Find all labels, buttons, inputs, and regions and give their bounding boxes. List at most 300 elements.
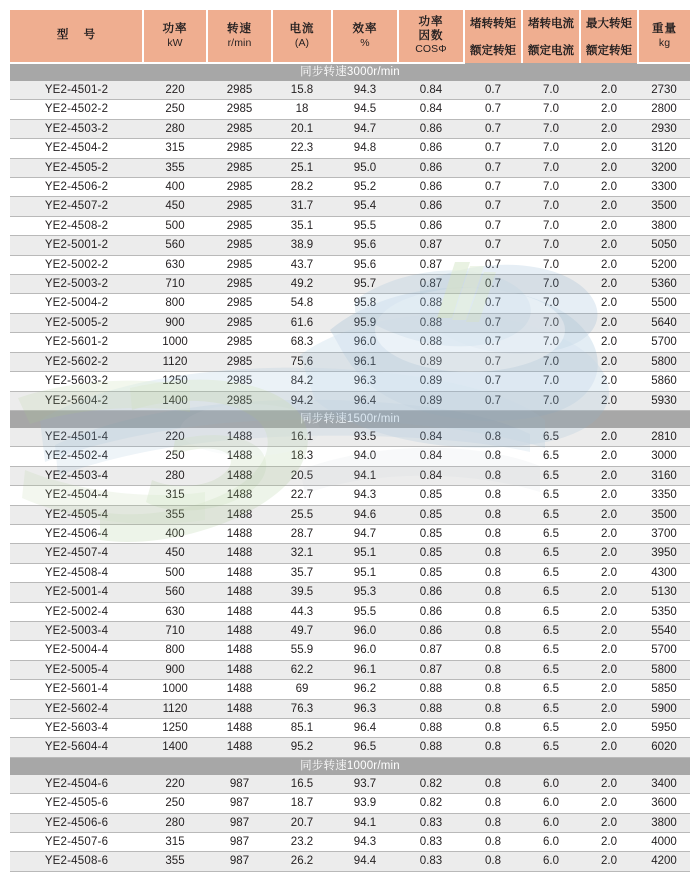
cell-model: YE2-4502-4	[10, 447, 143, 466]
table-row	[10, 719, 690, 738]
cell-value: 96.0	[332, 621, 398, 640]
cell-value: 1488	[207, 719, 272, 738]
cell-value: 5700	[638, 641, 690, 660]
cell-value: 1488	[207, 660, 272, 679]
cell-value: 3160	[638, 466, 690, 485]
cell-value: 5900	[638, 699, 690, 718]
cell-value: 2985	[207, 236, 272, 255]
cell-value: 3500	[638, 197, 690, 216]
cell-value: 95.5	[332, 216, 398, 235]
cell-value: 2.0	[580, 680, 638, 699]
cell-value: 96.3	[332, 372, 398, 391]
cell-value: 220	[143, 81, 207, 100]
cell-value: 4200	[638, 852, 690, 871]
column-header-power-factor: 功率 因数 COSΦ	[398, 10, 464, 63]
cell-value: 0.7	[464, 255, 522, 274]
cell-model: YE2-4504-6	[10, 775, 143, 794]
cell-value: 0.7	[464, 81, 522, 100]
cell-value: 28.2	[272, 178, 332, 197]
table-row	[10, 680, 690, 699]
cell-model: YE2-4507-2	[10, 197, 143, 216]
cell-value: 0.8	[464, 833, 522, 852]
cell-value: 7.0	[522, 352, 580, 371]
cell-value: 450	[143, 197, 207, 216]
cell-value: 0.86	[398, 139, 464, 158]
cell-value: 2.0	[580, 660, 638, 679]
cell-value: 1488	[207, 602, 272, 621]
cell-value: 800	[143, 294, 207, 313]
cell-value: 0.88	[398, 313, 464, 332]
cell-value: 94.1	[332, 466, 398, 485]
table-row	[10, 524, 690, 543]
cell-value: 1400	[143, 391, 207, 410]
cell-value: 2.0	[580, 372, 638, 391]
cell-value: 6020	[638, 738, 690, 757]
cell-value: 355	[143, 158, 207, 177]
cell-value: 96.1	[332, 660, 398, 679]
cell-value: 6.0	[522, 852, 580, 871]
cell-model: YE2-5602-2	[10, 352, 143, 371]
cell-value: 560	[143, 583, 207, 602]
cell-model: YE2-5004-2	[10, 294, 143, 313]
cell-value: 76.3	[272, 699, 332, 718]
cell-value: 18.3	[272, 447, 332, 466]
cell-value: 0.7	[464, 100, 522, 119]
cell-value: 2985	[207, 313, 272, 332]
cell-value: 95.4	[332, 197, 398, 216]
cell-value: 2985	[207, 255, 272, 274]
cell-value: 6.0	[522, 833, 580, 852]
cell-value: 94.2	[272, 391, 332, 410]
cell-model: YE2-4505-6	[10, 794, 143, 813]
cell-value: 710	[143, 275, 207, 294]
cell-value: 7.0	[522, 294, 580, 313]
cell-value: 2.0	[580, 852, 638, 871]
table-row	[10, 255, 690, 274]
cell-value: 1400	[143, 738, 207, 757]
cell-model: YE2-5001-2	[10, 236, 143, 255]
cell-value: 94.3	[332, 486, 398, 505]
cell-value: 0.7	[464, 178, 522, 197]
cell-value: 2.0	[580, 428, 638, 447]
cell-value: 2.0	[580, 641, 638, 660]
cell-value: 0.7	[464, 372, 522, 391]
cell-value: 6.5	[522, 428, 580, 447]
cell-value: 7.0	[522, 119, 580, 138]
table-row	[10, 641, 690, 660]
cell-value: 0.85	[398, 563, 464, 582]
cell-value: 2.0	[580, 486, 638, 505]
cell-value: 0.86	[398, 602, 464, 621]
cell-value: 220	[143, 428, 207, 447]
cell-value: 0.8	[464, 719, 522, 738]
cell-value: 85.1	[272, 719, 332, 738]
cell-model: YE2-4501-4	[10, 428, 143, 447]
cell-value: 15.8	[272, 81, 332, 100]
section-label: 同步转速1500r/min	[10, 410, 690, 428]
cell-value: 6.5	[522, 641, 580, 660]
cell-value: 6.0	[522, 775, 580, 794]
cell-value: 1488	[207, 563, 272, 582]
column-header-locked-current-top: 堵转电流	[522, 10, 580, 37]
cell-value: 6.5	[522, 660, 580, 679]
cell-value: 1120	[143, 352, 207, 371]
cell-value: 0.7	[464, 139, 522, 158]
cell-value: 0.7	[464, 333, 522, 352]
cell-value: 93.7	[332, 775, 398, 794]
table-row	[10, 699, 690, 718]
cell-value: 5500	[638, 294, 690, 313]
cell-value: 2985	[207, 391, 272, 410]
cell-value: 315	[143, 139, 207, 158]
cell-value: 95.9	[332, 313, 398, 332]
cell-value: 6.5	[522, 447, 580, 466]
cell-value: 2.0	[580, 833, 638, 852]
cell-value: 95.7	[332, 275, 398, 294]
cell-value: 3400	[638, 775, 690, 794]
cell-value: 20.5	[272, 466, 332, 485]
section-divider-row	[10, 410, 690, 428]
cell-value: 0.83	[398, 852, 464, 871]
cell-value: 5860	[638, 372, 690, 391]
cell-value: 0.87	[398, 641, 464, 660]
table-row	[10, 621, 690, 640]
table-row	[10, 275, 690, 294]
cell-value: 22.7	[272, 486, 332, 505]
cell-value: 3000	[638, 447, 690, 466]
cell-value: 2.0	[580, 775, 638, 794]
table-row	[10, 313, 690, 332]
cell-value: 0.86	[398, 158, 464, 177]
cell-value: 5800	[638, 660, 690, 679]
cell-value: 2985	[207, 178, 272, 197]
cell-model: YE2-5005-4	[10, 660, 143, 679]
cell-value: 5200	[638, 255, 690, 274]
cell-value: 250	[143, 447, 207, 466]
cell-value: 400	[143, 178, 207, 197]
cell-value: 6.5	[522, 466, 580, 485]
cell-value: 2985	[207, 275, 272, 294]
cell-value: 2.0	[580, 466, 638, 485]
table-row	[10, 505, 690, 524]
cell-value: 1488	[207, 466, 272, 485]
cell-value: 26.2	[272, 852, 332, 871]
cell-value: 2730	[638, 81, 690, 100]
cell-value: 2985	[207, 158, 272, 177]
cell-value: 1250	[143, 719, 207, 738]
table-body	[10, 63, 690, 871]
table-row	[10, 391, 690, 410]
cell-value: 1488	[207, 544, 272, 563]
table-row	[10, 602, 690, 621]
header-row-primary	[10, 10, 690, 37]
cell-value: 2.0	[580, 544, 638, 563]
cell-value: 0.8	[464, 583, 522, 602]
column-header-weight: 重量 kg	[638, 10, 690, 63]
cell-value: 6.5	[522, 486, 580, 505]
cell-value: 6.5	[522, 544, 580, 563]
cell-value: 18	[272, 100, 332, 119]
cell-model: YE2-4503-4	[10, 466, 143, 485]
cell-value: 49.7	[272, 621, 332, 640]
cell-value: 94.7	[332, 524, 398, 543]
cell-value: 0.8	[464, 813, 522, 832]
cell-value: 0.88	[398, 719, 464, 738]
cell-value: 95.1	[332, 544, 398, 563]
cell-value: 7.0	[522, 313, 580, 332]
cell-value: 2985	[207, 100, 272, 119]
cell-model: YE2-5604-4	[10, 738, 143, 757]
column-header-model: 型 号	[10, 10, 143, 63]
cell-value: 7.0	[522, 255, 580, 274]
cell-model: YE2-4501-2	[10, 81, 143, 100]
cell-value: 0.86	[398, 197, 464, 216]
cell-value: 2.0	[580, 197, 638, 216]
cell-value: 3500	[638, 505, 690, 524]
cell-value: 7.0	[522, 178, 580, 197]
cell-value: 355	[143, 505, 207, 524]
cell-value: 6.0	[522, 813, 580, 832]
table-header	[10, 10, 690, 63]
cell-value: 1488	[207, 680, 272, 699]
column-header-power: 功率 kW	[143, 10, 207, 63]
cell-value: 7.0	[522, 372, 580, 391]
cell-value: 95.2	[332, 178, 398, 197]
cell-value: 20.7	[272, 813, 332, 832]
cell-value: 2930	[638, 119, 690, 138]
cell-value: 2.0	[580, 139, 638, 158]
cell-value: 0.8	[464, 738, 522, 757]
cell-value: 0.88	[398, 294, 464, 313]
table-row	[10, 178, 690, 197]
cell-value: 1120	[143, 699, 207, 718]
cell-model: YE2-4505-2	[10, 158, 143, 177]
cell-value: 220	[143, 775, 207, 794]
table-row	[10, 466, 690, 485]
cell-value: 0.88	[398, 699, 464, 718]
cell-value: 25.5	[272, 505, 332, 524]
cell-value: 7.0	[522, 391, 580, 410]
cell-value: 95.1	[332, 563, 398, 582]
cell-value: 315	[143, 486, 207, 505]
cell-value: 0.8	[464, 852, 522, 871]
section-label: 同步转速1000r/min	[10, 757, 690, 775]
cell-value: 54.8	[272, 294, 332, 313]
column-header-current: 电流 (A)	[272, 10, 332, 63]
cell-value: 31.7	[272, 197, 332, 216]
cell-value: 1488	[207, 505, 272, 524]
cell-value: 0.84	[398, 428, 464, 447]
cell-value: 0.89	[398, 352, 464, 371]
cell-value: 800	[143, 641, 207, 660]
table-row	[10, 738, 690, 757]
cell-value: 0.8	[464, 699, 522, 718]
cell-value: 2.0	[580, 119, 638, 138]
cell-value: 94.6	[332, 505, 398, 524]
cell-value: 900	[143, 660, 207, 679]
cell-value: 5050	[638, 236, 690, 255]
cell-value: 6.5	[522, 719, 580, 738]
column-header-locked-current-bottom: 额定电流	[522, 37, 580, 64]
cell-value: 2985	[207, 352, 272, 371]
cell-value: 2.0	[580, 794, 638, 813]
cell-value: 5350	[638, 602, 690, 621]
cell-value: 93.9	[332, 794, 398, 813]
cell-value: 2.0	[580, 813, 638, 832]
cell-value: 0.83	[398, 813, 464, 832]
cell-value: 0.7	[464, 352, 522, 371]
cell-value: 0.85	[398, 524, 464, 543]
cell-value: 987	[207, 775, 272, 794]
cell-value: 0.86	[398, 119, 464, 138]
cell-model: YE2-5001-4	[10, 583, 143, 602]
cell-value: 560	[143, 236, 207, 255]
cell-value: 0.86	[398, 621, 464, 640]
cell-value: 35.7	[272, 563, 332, 582]
table-row	[10, 197, 690, 216]
cell-value: 7.0	[522, 158, 580, 177]
cell-value: 2985	[207, 197, 272, 216]
cell-value: 0.88	[398, 738, 464, 757]
cell-value: 95.5	[332, 602, 398, 621]
cell-model: YE2-4506-2	[10, 178, 143, 197]
cell-model: YE2-5603-4	[10, 719, 143, 738]
cell-model: YE2-4502-2	[10, 100, 143, 119]
cell-value: 96.5	[332, 738, 398, 757]
cell-value: 0.89	[398, 391, 464, 410]
table-row	[10, 447, 690, 466]
cell-value: 280	[143, 813, 207, 832]
table-row	[10, 660, 690, 679]
cell-value: 44.3	[272, 602, 332, 621]
cell-value: 400	[143, 524, 207, 543]
cell-value: 2.0	[580, 236, 638, 255]
cell-value: 0.8	[464, 447, 522, 466]
cell-value: 96.0	[332, 333, 398, 352]
cell-value: 96.2	[332, 680, 398, 699]
table-row	[10, 563, 690, 582]
cell-value: 0.8	[464, 524, 522, 543]
cell-value: 0.87	[398, 660, 464, 679]
cell-value: 0.84	[398, 466, 464, 485]
cell-model: YE2-5003-4	[10, 621, 143, 640]
cell-value: 0.7	[464, 313, 522, 332]
cell-value: 6.5	[522, 738, 580, 757]
cell-model: YE2-5002-4	[10, 602, 143, 621]
cell-value: 3300	[638, 178, 690, 197]
cell-value: 25.1	[272, 158, 332, 177]
cell-model: YE2-4504-4	[10, 486, 143, 505]
cell-model: YE2-5005-2	[10, 313, 143, 332]
cell-value: 0.88	[398, 333, 464, 352]
cell-model: YE2-5603-2	[10, 372, 143, 391]
cell-value: 75.6	[272, 352, 332, 371]
cell-value: 3800	[638, 813, 690, 832]
table-row	[10, 486, 690, 505]
cell-value: 2985	[207, 119, 272, 138]
cell-value: 0.85	[398, 486, 464, 505]
cell-value: 96.1	[332, 352, 398, 371]
cell-value: 96.4	[332, 719, 398, 738]
cell-value: 93.5	[332, 428, 398, 447]
cell-value: 6.5	[522, 505, 580, 524]
cell-value: 250	[143, 100, 207, 119]
cell-value: 2.0	[580, 313, 638, 332]
cell-value: 1488	[207, 699, 272, 718]
cell-value: 94.3	[332, 833, 398, 852]
cell-value: 2.0	[580, 524, 638, 543]
cell-value: 95.6	[332, 255, 398, 274]
cell-value: 630	[143, 255, 207, 274]
cell-value: 0.86	[398, 583, 464, 602]
cell-value: 2.0	[580, 621, 638, 640]
cell-value: 39.5	[272, 583, 332, 602]
cell-value: 3120	[638, 139, 690, 158]
cell-value: 6.5	[522, 563, 580, 582]
table-row	[10, 813, 690, 832]
section-divider-row	[10, 63, 690, 81]
cell-value: 0.8	[464, 680, 522, 699]
cell-value: 94.5	[332, 100, 398, 119]
table-row	[10, 833, 690, 852]
cell-value: 0.8	[464, 563, 522, 582]
cell-value: 2.0	[580, 333, 638, 352]
cell-value: 7.0	[522, 333, 580, 352]
cell-value: 0.8	[464, 428, 522, 447]
cell-value: 0.7	[464, 197, 522, 216]
cell-model: YE2-4508-6	[10, 852, 143, 871]
cell-value: 0.8	[464, 621, 522, 640]
cell-value: 355	[143, 852, 207, 871]
cell-value: 5800	[638, 352, 690, 371]
cell-value: 94.3	[332, 81, 398, 100]
cell-model: YE2-4505-4	[10, 505, 143, 524]
cell-value: 1488	[207, 738, 272, 757]
cell-value: 630	[143, 602, 207, 621]
section-divider-row	[10, 757, 690, 775]
column-header-locked-torque-bottom: 额定转矩	[464, 37, 522, 64]
cell-value: 500	[143, 216, 207, 235]
cell-model: YE2-5004-4	[10, 641, 143, 660]
cell-value: 0.83	[398, 833, 464, 852]
cell-value: 5950	[638, 719, 690, 738]
cell-value: 0.7	[464, 294, 522, 313]
cell-value: 3950	[638, 544, 690, 563]
table-row	[10, 333, 690, 352]
cell-value: 84.2	[272, 372, 332, 391]
table-row	[10, 428, 690, 447]
cell-value: 2.0	[580, 352, 638, 371]
cell-value: 280	[143, 466, 207, 485]
cell-value: 96.3	[332, 699, 398, 718]
cell-value: 2.0	[580, 255, 638, 274]
cell-value: 2810	[638, 428, 690, 447]
cell-value: 0.7	[464, 391, 522, 410]
cell-value: 280	[143, 119, 207, 138]
cell-value: 2985	[207, 139, 272, 158]
cell-value: 0.84	[398, 100, 464, 119]
cell-value: 96.0	[332, 641, 398, 660]
cell-value: 3350	[638, 486, 690, 505]
cell-value: 2.0	[580, 100, 638, 119]
cell-value: 5930	[638, 391, 690, 410]
cell-value: 2800	[638, 100, 690, 119]
cell-model: YE2-5003-2	[10, 275, 143, 294]
cell-value: 0.8	[464, 505, 522, 524]
cell-value: 20.1	[272, 119, 332, 138]
cell-value: 6.5	[522, 680, 580, 699]
cell-value: 1488	[207, 447, 272, 466]
